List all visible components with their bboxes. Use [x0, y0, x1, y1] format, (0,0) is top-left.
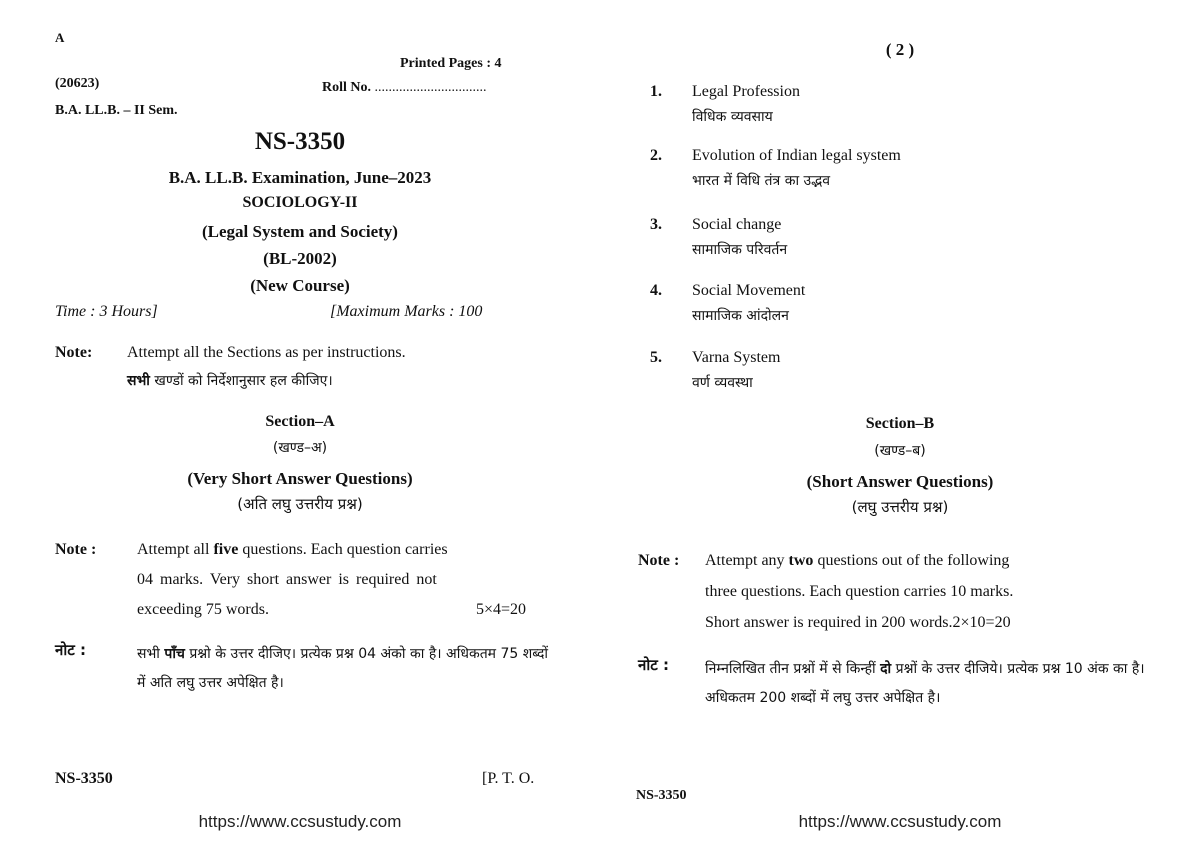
question-text: Social Movement [692, 282, 806, 299]
maximum-marks: [Maximum Marks : 100 [330, 303, 483, 320]
course-code: (BL-2002) [263, 249, 337, 268]
footer-url: https://www.ccsustudy.com [798, 812, 1002, 831]
please-turn-over: [P. T. O. [482, 770, 535, 787]
section-a-type-hindi: (अति लघु उत्तरीय प्रश्न) [237, 495, 363, 513]
section-a-note-line-3: exceeding 75 words. [137, 601, 269, 618]
roll-number-label: Roll No. [322, 80, 371, 95]
question-text-hindi: विधिक व्यवसाय [692, 109, 773, 125]
section-b-note-line-2: three questions. Each question carries 10 marks. [705, 583, 1014, 600]
section-b-note-hindi-label: नोट : [638, 656, 669, 674]
footer-url: https://www.ccsustudy.com [198, 812, 402, 831]
section-a-marks: 5×4=20 [476, 601, 527, 618]
footer-paper-code: NS-3350 [55, 770, 113, 787]
question-number: 3. [650, 216, 662, 233]
note-hindi-text: खण्डों को निर्देशानुसार हल कीजिए। [154, 373, 333, 389]
note-text: Attempt all [137, 541, 210, 558]
subject-name: SOCIOLOGY-II [242, 194, 358, 211]
question-text: Legal Profession [692, 83, 800, 100]
paper-code: (20623) [55, 76, 100, 91]
note-bold-text: two [788, 552, 814, 569]
question-text-hindi: वर्ण व्यवस्था [692, 375, 753, 391]
question-text-hindi: सामाजिक परिवर्तन [692, 242, 788, 258]
section-a-title: Section–A [265, 413, 335, 430]
section-b-title: Section–B [865, 415, 935, 432]
note-text: questions out of the following [817, 552, 1010, 569]
section-b-note-line-3: Short answer is required in 200 words.2×10=20 [705, 614, 1011, 631]
set-code: A [55, 30, 65, 45]
roll-number-line: ................................ [374, 80, 487, 95]
question-number: 1. [650, 83, 662, 100]
section-b-type-hindi: (लघु उत्तरीय प्रश्न) [851, 498, 949, 516]
section-b-note-line-1 [705, 552, 1009, 570]
section-a-note-line-2: 04 marks. Very short answer is required not [137, 571, 437, 588]
note-hindi-text: निम्नलिखित तीन प्रश्नों में से किन्हीं [705, 661, 876, 677]
program-name: B.A. LL.B. – II Sem. [55, 103, 178, 118]
exam-title: B.A. LL.B. Examination, June–2023 [168, 168, 432, 187]
note-text: questions. Each question carries [242, 541, 448, 558]
note-bold-text: five [213, 541, 239, 558]
note-hindi-text: सभी [137, 646, 160, 662]
question-text: Varna System [692, 349, 781, 366]
section-a-note-line-1 [137, 541, 448, 559]
note-hindi-text: प्रश्नों के उत्तर दीजिये। प्रत्येक प्रश्न 10 अंक का है। अधिकतम 200 शब्दों में लघु उत्तर अपेक्षित है। [705, 661, 1145, 706]
section-b-note-label: Note : [638, 552, 680, 569]
paper-title: (Legal System and Society) [202, 222, 398, 241]
section-b-note-hindi [705, 655, 1165, 713]
note-hindi-text: प्रश्नो के उत्तर दीजिए। प्रत्येक प्रश्न 04 अंको का है। अधिकतम 75 शब्दों में अति लघु उत्तर अपेक्षित है। [137, 646, 549, 691]
section-a-note-hindi-label: नोट : [55, 641, 86, 659]
question-text-hindi: सामाजिक आंदोलन [692, 308, 789, 324]
note-hindi-bold: पाँच [164, 646, 185, 662]
page-number: ( 2 ) [885, 40, 915, 59]
note-instructions-hindi [127, 371, 333, 390]
question-text-hindi: भारत में विधि तंत्र का उद्भव [692, 173, 831, 189]
question-number: 5. [650, 349, 662, 366]
note-hindi-bold: दो [880, 661, 892, 677]
question-text: Evolution of Indian legal system [692, 147, 901, 164]
question-text: Social change [692, 216, 782, 233]
question-number: 2. [650, 147, 662, 164]
course-type: (New Course) [250, 276, 350, 295]
section-b-type: (Short Answer Questions) [806, 472, 994, 491]
note-hindi-bold: सभी [127, 373, 150, 389]
question-number: 4. [650, 282, 662, 299]
section-a-title-hindi: (खण्ड–अ) [272, 440, 328, 456]
time-allowed: Time : 3 Hours] [55, 303, 158, 320]
exam-page-2 [600, 0, 1200, 849]
printed-pages: Printed Pages : 4 [400, 56, 502, 71]
section-a-note-hindi [137, 640, 557, 698]
section-a-note-label: Note : [55, 541, 97, 558]
paper-number: NS-3350 [254, 128, 346, 155]
note-label: Note: [55, 344, 93, 361]
roll-number [322, 80, 487, 96]
note-text: Attempt any [705, 552, 785, 569]
footer-paper-code: NS-3350 [636, 788, 687, 803]
section-b-title-hindi: (खण्ड–ब) [874, 443, 926, 459]
note-instructions: Attempt all the Sections as per instructions. [127, 344, 406, 361]
section-a-type: (Very Short Answer Questions) [187, 469, 413, 488]
